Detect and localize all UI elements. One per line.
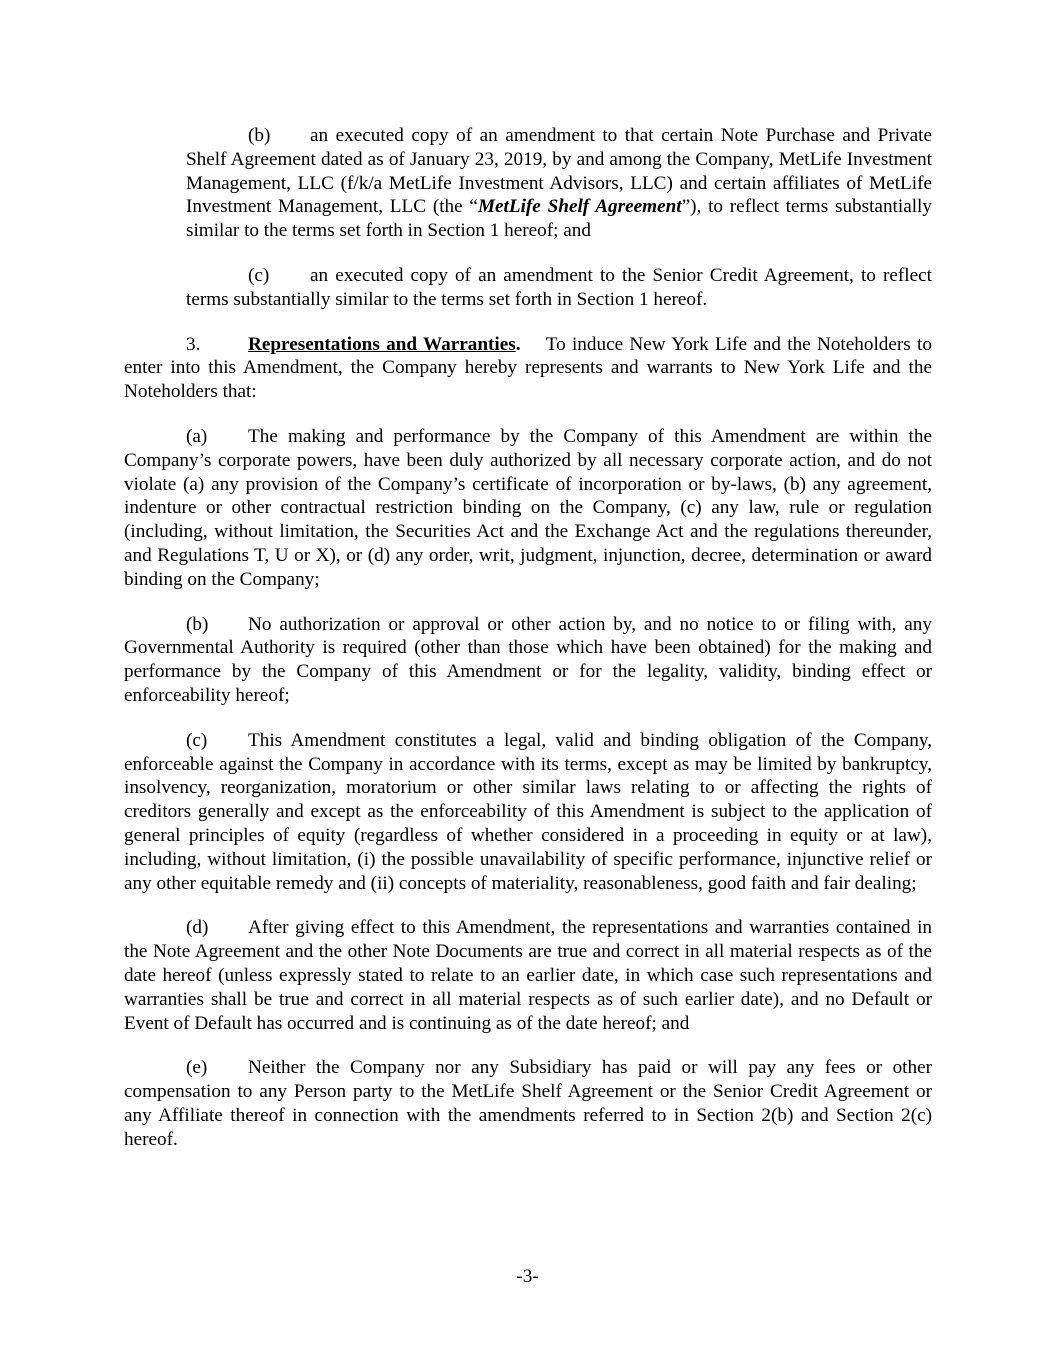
paragraph-label: (c) [248, 264, 270, 286]
representation-a [124, 425, 932, 592]
paragraph-label: (d) [186, 917, 209, 939]
representation-b [124, 613, 932, 708]
paragraph-text: After giving effect to this Amendment, the representations and warranties contained in the Note Agreement and the other Note Documents are true and correct in all material respects as of the date hereof (unless expressly stated to relate to an earlier date, in which case such representations and warranties shall be true and correct in all material respects as of such earlier date), and no Default or Event of Default has occurred and is continuing as of the date hereof; and [124, 917, 932, 1034]
paragraph-text: This Amendment constitutes a legal, valid and binding obligation of the Company, enforceable against the Company in accordance with its terms, except as may be limited by bankruptcy, insolvency, reorganization, moratorium or other similar laws relating to or affecting the rights of creditors generally and except as the enforceability of this Amendment is subject to the application of general principles of equity (regardless of whether considered in a proceeding in equity or at law), including, without limitation, (i) the possible unavailability of specific performance, injunctive relief or any other equitable remedy and (ii) concepts of materiality, reasonableness, good faith and fair dealing; [124, 729, 932, 894]
paragraph-label: (b) [186, 613, 209, 635]
representation-c [124, 729, 932, 896]
paragraph-text: Neither the Company nor any Subsidiary has paid or will pay any fees or other compensation to any Person party to the MetLife Shelf Agreement or the Senior Credit Agreement or any Affiliate thereof in connection with the amendments referred to in Section 2(b) and Section 2(c) hereof. [124, 1057, 932, 1150]
paragraph-2b [186, 124, 932, 243]
defined-term: MetLife Shelf Agreement [477, 196, 682, 218]
paragraph-label: (c) [186, 729, 208, 751]
paragraph-2c [186, 264, 932, 312]
section-number: 3. [186, 333, 201, 355]
section-text: To induce New York Life and the Noteholders to enter into this Amendment, the Company hereby represents and warrants to New York Life and the Noteholders that: [124, 333, 932, 403]
paragraph-text: ”), to reflect terms substantially similar to the terms set forth in Section 1 hereof; and [186, 196, 932, 242]
section-3 [124, 333, 932, 404]
section-heading-period: . [515, 333, 521, 355]
representation-e [124, 1056, 932, 1151]
paragraph-label: (e) [186, 1057, 208, 1079]
paragraph-text: The making and performance by the Company of this Amendment are within the Company’s corporate powers, have been duly authorized by all necessary corporate action, and do not violate (a) any provision of the Company’s certificate of incorporation or by-laws, (b) any agreement, indenture or other contractual restriction binding on the Company, (c) any law, rule or regulation (including, without limitation, the Securities Act and the Exchange Act and the regulations thereunder, and Regulations T, U or X), or (d) any order, writ, judgment, injunction, decree, determination or award binding on the Company; [124, 425, 932, 590]
representation-d [124, 916, 932, 1035]
page-number: -3- [516, 1266, 539, 1287]
paragraph-text: an executed copy of an amendment to that certain Note Purchase and Private Shelf Agreement dated as of January 23, 2019, by and among the Company, MetLife Investment Management, LLC (f/k/a MetLife Investment Advisors, LLC) and certain affiliates of MetLife Investment Management, LLC (the “ [186, 125, 932, 218]
paragraph-label: (a) [186, 425, 208, 447]
section-heading: Representations and Warranties [248, 333, 516, 355]
paragraph-text: an executed copy of an amendment to the Senior Credit Agreement, to reflect terms substantially similar to the terms set forth in Section 1 hereof. [186, 264, 932, 310]
paragraph-text: No authorization or approval or other action by, and no notice to or filing with, any Governmental Authority is required (other than those which have been obtained) for the making and performance by the Company of this Amendment or for the legality, validity, binding effect or enforceability hereof; [124, 613, 932, 706]
document-body [124, 124, 932, 1151]
paragraph-label: (b) [248, 125, 271, 146]
